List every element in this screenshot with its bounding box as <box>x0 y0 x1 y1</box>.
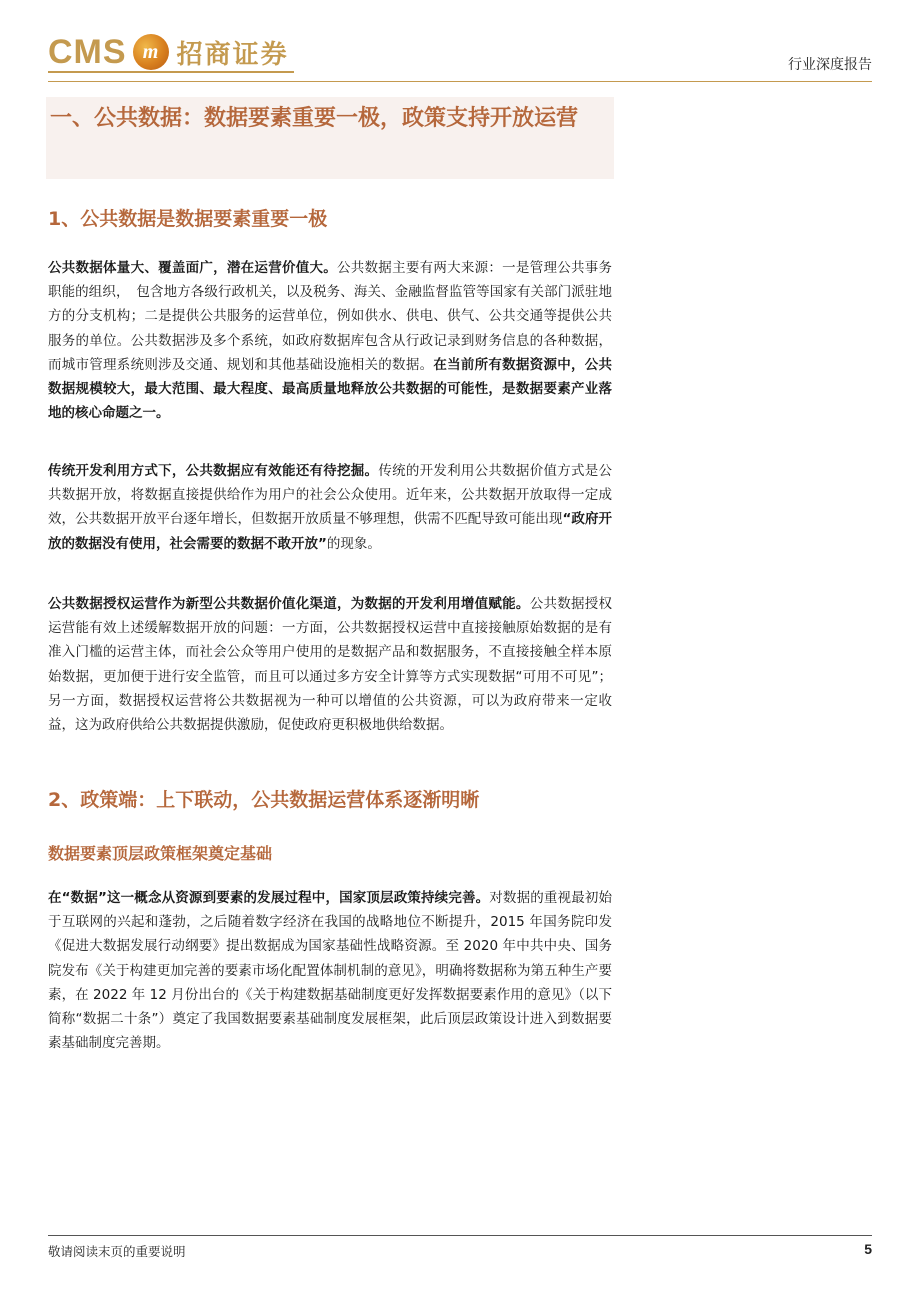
logo-underline <box>48 71 294 73</box>
logo-cms-text: CMS <box>48 32 127 71</box>
paragraph-lead-bold: 传统开发利用方式下，公共数据应有效能还有待挖掘。 <box>48 463 379 479</box>
page-header <box>0 0 920 90</box>
paragraph-quote-bold: “政府开放的数据没有使用，社会需要的数据不敢开放” <box>48 511 613 552</box>
logo-badge-icon: m <box>133 34 169 70</box>
report-type-label: 行业深度报告 <box>788 57 872 73</box>
paragraph-body: 公共数据主要有两大来源：一是管理公共事务职能的组织， 包含地方各级行政机关，以及税务、海关、金融监督监管等国家有关部门派驻地方的分支机构；二是提供公共服务的运营单位，例如供水、供电、供气、公共交通等提供公共服务的单位。公共数据涉及多个系统，如政府数据库包含从行政记录到财务信息的各种数据，而城市管理系统则涉及交通、规划和其他基础设施相关的数据。 <box>48 260 613 373</box>
paragraph-body: 公共数据授权运营能有效上述缓解数据开放的问题：一方面，公共数据授权运营中直接接触原始数据的是有准入门槛的运营主体，而社会公众等用户使用的是数据产品和数据服务，不直接接触全样本原始数据，更加便于进行安全监管，而且可以通过多方安全计算等方式实现数据“可用不可见”；另一方面，数据授权运营将公共数据视为一种可以增值的公共资源，可以为政府带来一定收益，这为政府供给公共数据提供激励，促使政府更积极地供给数据。 <box>48 596 612 734</box>
paragraph-conclusion-bold: 在当前所有数据资源中，公共数据规模较大，最大范围、最大程度、最高质量地释放公共数据的可能性，是数据要素产业落地的核心命题之一。 <box>48 356 613 422</box>
paragraph-body-end: 的现象。 <box>326 535 381 552</box>
paragraph-body: 对数据的重视最初始于互联网的兴起和蓬勃，之后随着数字经济在我国的战略地位不断提升，2015 年国务院印发《促进大数据发展行动纲要》提出数据成为国家基础性战略资源。至 2020 年中共中央、国务院发布《关于构建更加完善的要素市场化配置体制机制的意见》，明确将数据称为第五种生产要素，在 2022 年 12 月份出台的《关于构建数据基础制度更好发挥数据要素作用的意见》（以下简称“数据二十条”）奠定了我国数据要素基础制度发展框架，此后顶层政策设计进入到数据要素基础制度完善期。 <box>48 890 613 1052</box>
logo-chinese-text: 招商证券 <box>176 39 289 70</box>
footer-disclaimer-note: 敬请阅读末页的重要说明 <box>48 1244 186 1259</box>
page-number: 5 <box>864 1241 872 1257</box>
footer-divider <box>48 1235 872 1236</box>
paragraph-body: 传统的开发利用公共数据价值方式是公共数据开放，将数据直接提供给作为用户的社会公众使用。近年来，公共数据开放取得一定成效，公共数据开放平台逐年增长，但数据开放质量不够理想，供需不匹配导致可能出现 <box>48 463 613 528</box>
subsection-subheading: 数据要素顶层政策框架奠定基础 <box>48 844 273 863</box>
paragraph-traditional-use <box>48 459 612 556</box>
paragraph-lead-bold: 公共数据体量大、覆盖面广，潜在运营价值大。 <box>48 260 338 276</box>
subsection-heading-2: 2、政策端：上下联动，公共数据运营体系逐渐明晰 <box>48 789 480 811</box>
section-title: 一、公共数据：数据要素重要一极，政策支持开放运营 <box>50 106 579 131</box>
section-title-box <box>46 97 614 179</box>
header-divider <box>48 81 872 82</box>
subsection-heading-1: 1、公共数据是数据要素重要一极 <box>48 208 328 230</box>
paragraph-policy-framework <box>48 886 612 1055</box>
paragraph-lead-bold: 公共数据授权运营作为新型公共数据价值化渠道，为数据的开发利用增值赋能。 <box>48 596 530 612</box>
cms-logo <box>48 30 289 74</box>
paragraph-authorized-operation <box>48 592 612 737</box>
paragraph-public-data-scale <box>48 256 612 425</box>
paragraph-lead-bold: 在“数据”这一概念从资源到要素的发展过程中，国家顶层政策持续完善。 <box>48 890 490 906</box>
